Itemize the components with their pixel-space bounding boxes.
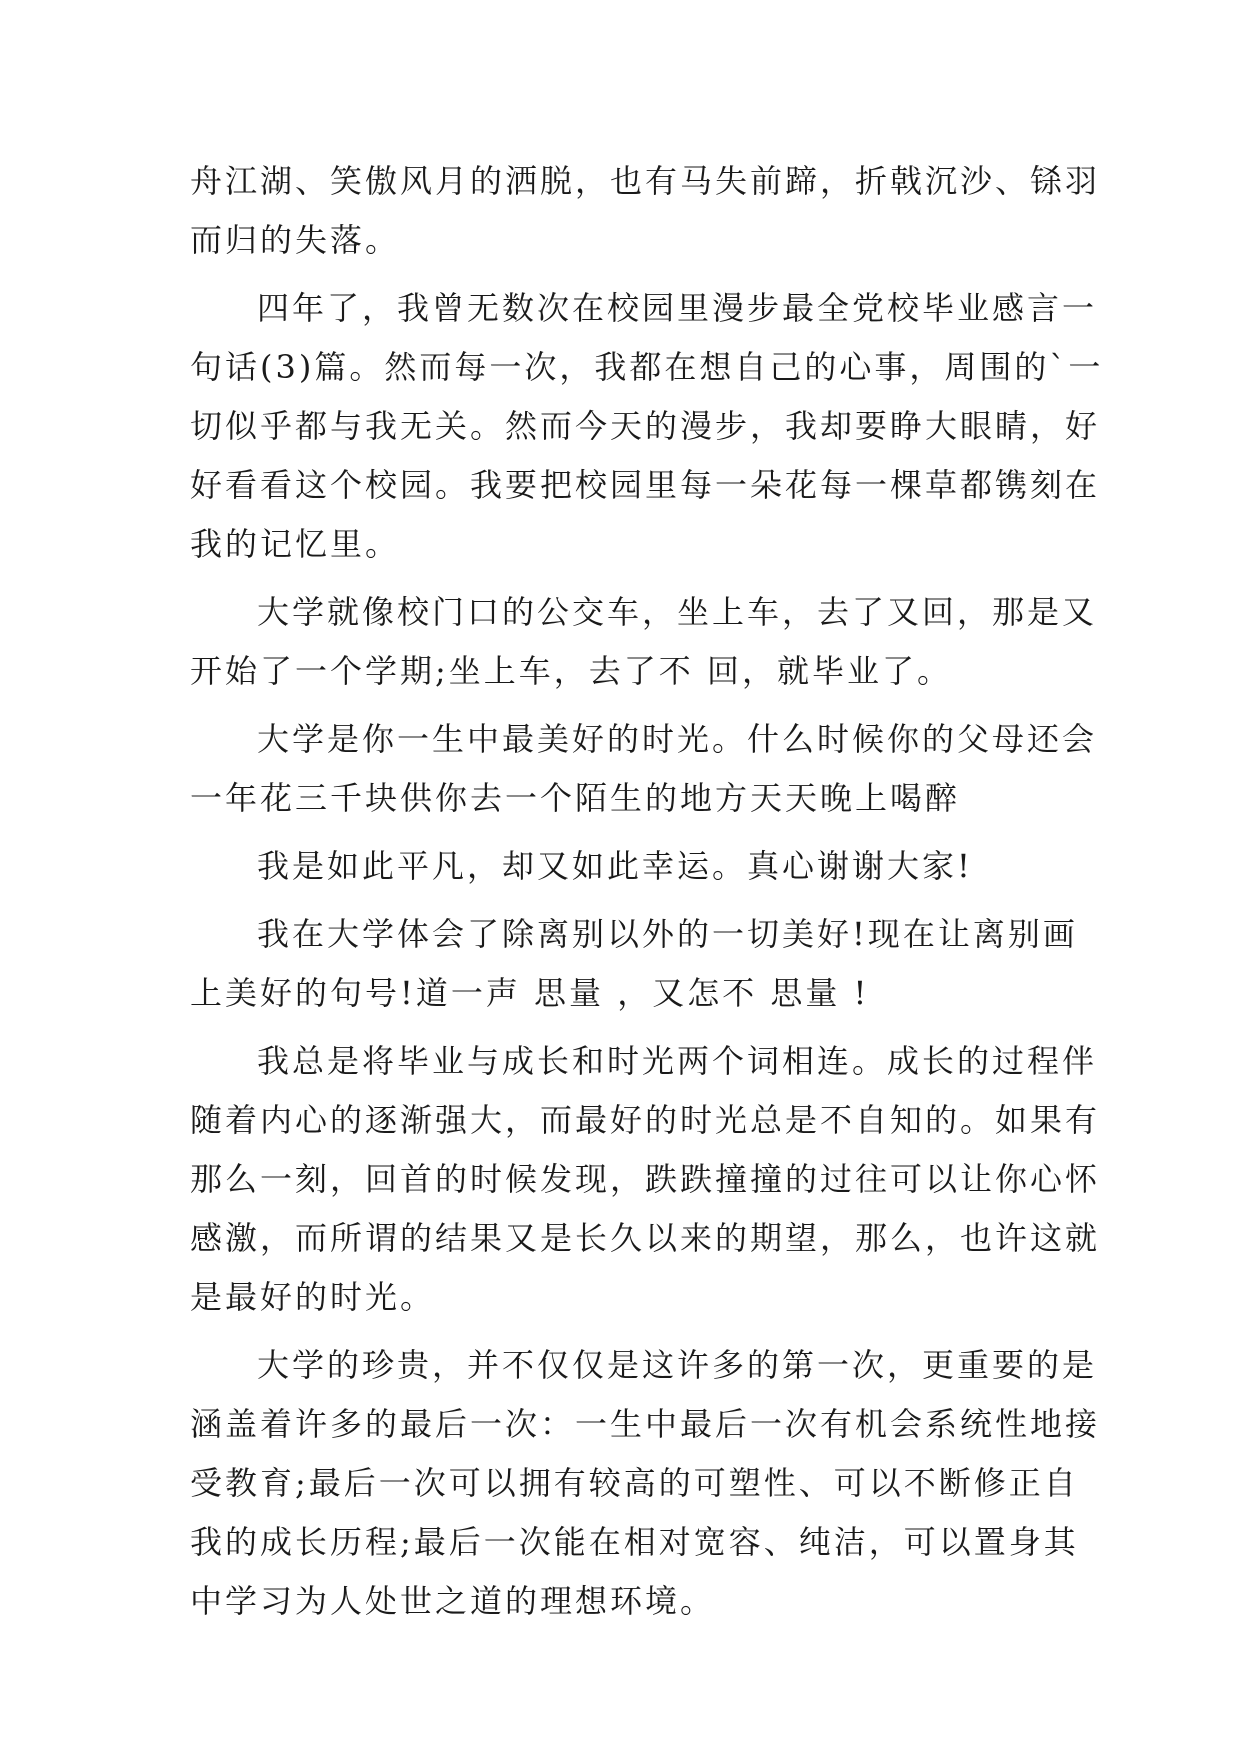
text-line: 大学就像校门口的公交车，坐上车，去了又回，那是又: [257, 593, 1098, 631]
text-line: 我是如此平凡，却又如此幸运。真心谢谢大家!: [257, 847, 973, 885]
text-line: 上美好的句号!道一声 思量 ，又怎不 思量 !: [190, 974, 870, 1012]
text-line: 开始了一个学期;坐上车，去了不 回，就毕业了。: [190, 652, 952, 690]
text-line: 我的记忆里。: [190, 525, 401, 563]
paragraph-1: [190, 152, 1101, 270]
paragraph-7: [190, 1032, 1101, 1327]
text-line: 中学习为人处世之道的理想环境。: [190, 1582, 716, 1620]
paragraph-8: [190, 1336, 1101, 1631]
paragraph-2: [190, 279, 1104, 574]
text-line: 感激，而所谓的结果又是长久以来的期望，那么，也许这就: [190, 1219, 1101, 1257]
text-line: 涵盖着许多的最后一次：一生中最后一次有机会系统性地接: [190, 1405, 1101, 1443]
text-line: 大学是你一生中最美好的时光。什么时候你的父母还会: [257, 720, 1098, 758]
text-line: 是最好的时光。: [190, 1278, 436, 1316]
paragraph-4: [190, 710, 1098, 828]
text-line: 而归的失落。: [190, 221, 401, 259]
text-line: 我的成长历程;最后一次能在相对宽容、纯洁，可以置身其: [190, 1523, 1079, 1561]
document-body: [190, 152, 1104, 1631]
text-line: 切似乎都与我无关。然而今天的漫步，我却要睁大眼睛，好: [190, 407, 1101, 445]
paragraph-3: [190, 583, 1098, 701]
paragraph-5: [190, 837, 1050, 896]
text-line: 我在大学体会了除离别以外的一切美好!现在让离别画: [257, 915, 1078, 953]
text-line: 一年花三千块供你去一个陌生的地方天天晚上喝醉: [190, 779, 961, 817]
text-line: 受教育;最后一次可以拥有较高的可塑性、可以不断修正自: [190, 1464, 1079, 1502]
text-line: 好看看这个校园。我要把校园里每一朵花每一棵草都镌刻在: [190, 466, 1101, 504]
text-line: 我总是将毕业与成长和时光两个词相连。成长的过程伴: [257, 1042, 1098, 1080]
text-line: 大学的珍贵，并不仅仅是这许多的第一次，更重要的是: [257, 1346, 1098, 1384]
text-line: 随着内心的逐渐强大，而最好的时光总是不自知的。如果有: [190, 1101, 1101, 1139]
text-line: 四年了，我曾无数次在校园里漫步最全党校毕业感言一: [257, 289, 1098, 327]
text-line: 那么一刻，回首的时候发现，跌跌撞撞的过往可以让你心怀: [190, 1160, 1101, 1198]
paragraph-6: [190, 905, 1078, 1023]
text-line: 舟江湖、笑傲风月的洒脱，也有马失前蹄，折戟沉沙、铩羽: [190, 162, 1101, 200]
text-line: 句话(3)篇。然而每一次，我都在想自己的心事，周围的`一: [190, 348, 1104, 386]
